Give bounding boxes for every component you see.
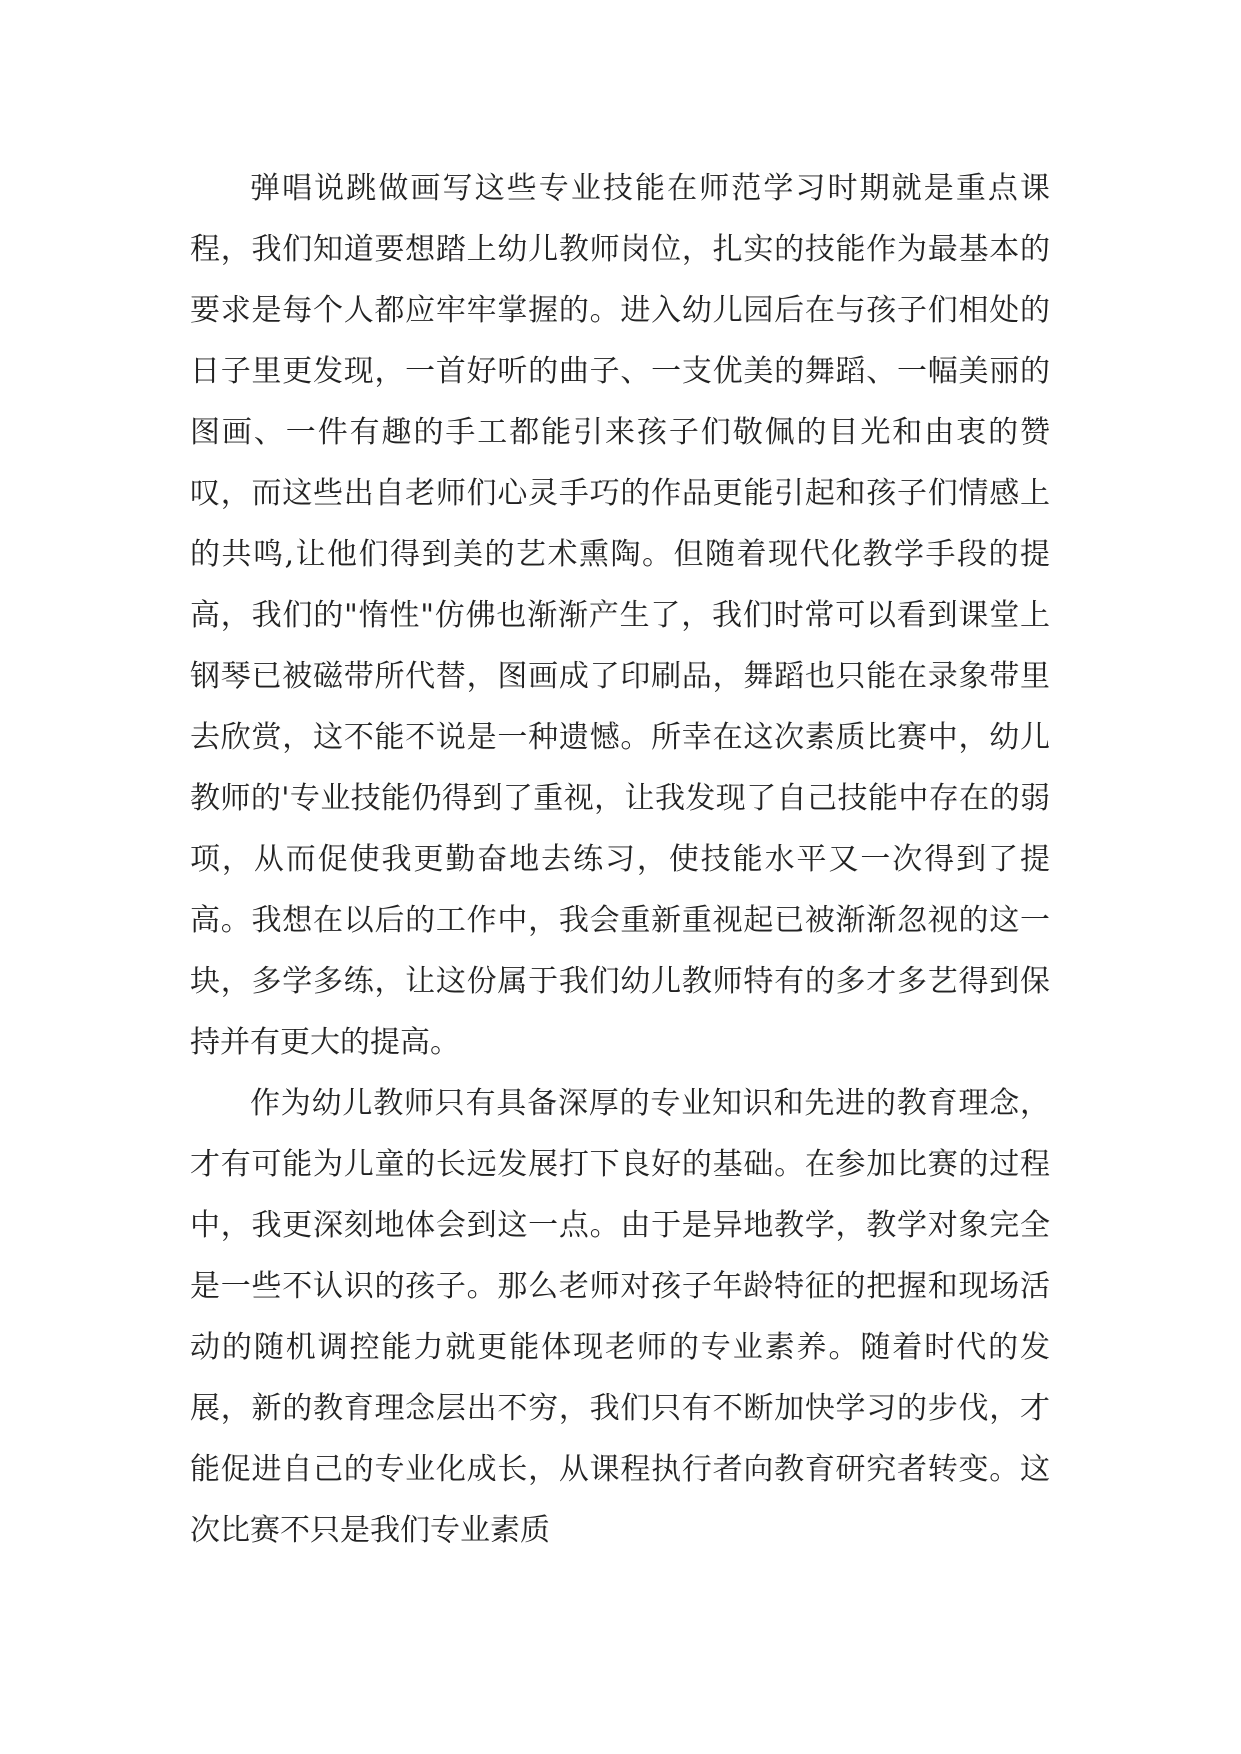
paragraph-2: 作为幼儿教师只有具备深厚的专业知识和先进的教育理念，才有可能为儿童的长远发展打下良好的基础。在参加比赛的过程中，我更深刻地体会到这一点。由于是异地教学，教学对象完全是一些不认识的孩子。那么老师对孩子年龄特征的把握和现场活动的随机调控能力就更能体现老师的专业素养。随着时代的发展，新的教育理念层出不穷，我们只有不断加快学习的步伐，才能促进自己的专业化成长，从课程执行者向教育研究者转变。这次比赛不只是我们专业素质 <box>190 1086 1050 1548</box>
body-text <box>190 158 1050 1561</box>
paragraph-1: 弹唱说跳做画写这些专业技能在师范学习时期就是重点课程，我们知道要想踏上幼儿教师岗位，扎实的技能作为最基本的要求是每个人都应牢牢掌握的。进入幼儿园后在与孩子们相处的日子里更发现，一首好听的曲子、一支优美的舞蹈、一幅美丽的图画、一件有趣的手工都能引来孩子们敬佩的目光和由衷的赞叹，而这些出自老师们心灵手巧的作品更能引起和孩子们情感上的共鸣,让他们得到美的艺术熏陶。但随着现代化教学手段的提高，我们的"惰性"仿佛也渐渐产生了，我们时常可以看到课堂上钢琴已被磁带所代替，图画成了印刷品，舞蹈也只能在录象带里去欣赏，这不能不说是一种遗憾。所幸在这次素质比赛中，幼儿教师的'专业技能仍得到了重视，让我发现了自己技能中存在的弱项，从而促使我更勤奋地去练习，使技能水平又一次得到了提高。我想在以后的工作中，我会重新重视起已被渐渐忽视的这一块，多学多练，让这份属于我们幼儿教师特有的多才多艺得到保持并有更大的提高。 <box>190 171 1050 1060</box>
